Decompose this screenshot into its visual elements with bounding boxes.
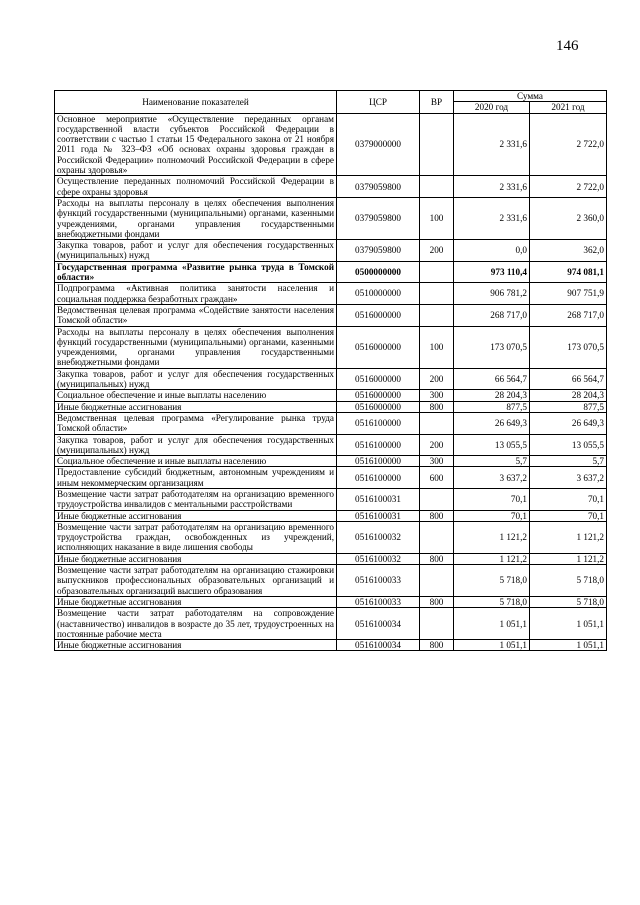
row-vr-cell: 200 [420, 368, 454, 390]
row-amount-2021-cell: 907 751,9 [530, 283, 607, 305]
row-amount-2021-cell: 26 649,3 [530, 412, 607, 434]
table-row [55, 467, 607, 489]
row-name-cell: Ведомственная целевая программа «Содействие занятости населения Томской области» [55, 304, 337, 326]
table-row [55, 240, 607, 262]
row-amount-2020-cell: 973 110,4 [454, 261, 530, 283]
table-row [55, 368, 607, 390]
row-name-cell: Социальное обеспечение и иные выплаты населению [55, 390, 337, 401]
row-csr-cell: 0516000000 [337, 326, 420, 368]
table-row [55, 553, 607, 564]
row-name-cell: Иные бюджетные ассигнования [55, 596, 337, 607]
row-amount-2021-cell: 13 055,5 [530, 434, 607, 456]
row-vr-cell: 100 [420, 326, 454, 368]
row-name-cell: Иные бюджетные ассигнования [55, 510, 337, 521]
column-header-name: Наименование показателей [55, 91, 337, 114]
row-amount-2021-cell: 5,7 [530, 456, 607, 467]
row-vr-cell: 800 [420, 401, 454, 412]
row-amount-2020-cell: 1 051,1 [454, 640, 530, 651]
row-amount-2020-cell: 1 121,2 [454, 521, 530, 553]
row-name-cell: Возмещение части затрат работодателям на сопровождение (наставничество) инвалидов в возрасте до 35 лет, трудоустроенных на постоянные рабочие места [55, 608, 337, 640]
row-vr-cell: 200 [420, 434, 454, 456]
row-amount-2020-cell: 1 051,1 [454, 608, 530, 640]
row-vr-cell [420, 565, 454, 597]
row-name-cell: Закупка товаров, работ и услуг для обеспечения государственных (муниципальных) нужд [55, 368, 337, 390]
row-amount-2020-cell: 173 070,5 [454, 326, 530, 368]
row-name-cell: Иные бюджетные ассигнования [55, 401, 337, 412]
table-row [55, 640, 607, 651]
row-csr-cell: 0516100032 [337, 521, 420, 553]
row-csr-cell: 0516000000 [337, 390, 420, 401]
table-row [55, 113, 607, 176]
row-amount-2020-cell: 70,1 [454, 488, 530, 510]
row-vr-cell [420, 176, 454, 198]
table-header-row [55, 91, 607, 102]
row-name-cell: Расходы на выплаты персоналу в целях обеспечения выполнения функций государственными (муниципальными) органами, казенными учреждениями, органами управления государственными внебюджетными фондами [55, 326, 337, 368]
row-amount-2020-cell: 3 637,2 [454, 467, 530, 489]
column-header-year-2020: 2020 год [454, 102, 530, 113]
row-amount-2021-cell: 1 051,1 [530, 608, 607, 640]
row-name-cell: Расходы на выплаты персоналу в целях обеспечения выполнения функций государственными (муниципальными) органами, казенными учреждениями, органами управления государственными внебюджетными фондами [55, 197, 337, 239]
row-csr-cell: 0516000000 [337, 304, 420, 326]
table-row [55, 176, 607, 198]
budget-table [54, 90, 607, 651]
row-csr-cell: 0379059800 [337, 197, 420, 239]
row-name-cell: Предоставление субсидий бюджетным, автономным учреждениям и иным некоммерческим организациям [55, 467, 337, 489]
row-csr-cell: 0516100031 [337, 510, 420, 521]
row-csr-cell: 0500000000 [337, 261, 420, 283]
row-amount-2021-cell: 1 121,2 [530, 521, 607, 553]
table-row [55, 401, 607, 412]
table-row [55, 412, 607, 434]
row-name-cell: Иные бюджетные ассигнования [55, 553, 337, 564]
row-amount-2021-cell: 2 360,0 [530, 197, 607, 239]
row-amount-2021-cell: 2 722,0 [530, 113, 607, 176]
row-amount-2021-cell: 66 564,7 [530, 368, 607, 390]
row-csr-cell: 0516100032 [337, 553, 420, 564]
row-vr-cell: 200 [420, 240, 454, 262]
row-vr-cell [420, 608, 454, 640]
row-csr-cell: 0516100000 [337, 434, 420, 456]
row-amount-2021-cell: 1 121,2 [530, 553, 607, 564]
row-vr-cell: 100 [420, 197, 454, 239]
table-row [55, 456, 607, 467]
row-vr-cell: 300 [420, 456, 454, 467]
row-vr-cell [420, 521, 454, 553]
row-amount-2020-cell: 2 331,6 [454, 176, 530, 198]
row-name-cell: Основное мероприятие «Осуществление переданных органам государственной власти субъектов Российской Федерации в соответствии с частью 1 статьи 15 Федерального закона от 21 ноября 2011 года № 323–ФЗ «Об основах охраны здоровья граждан в Российской Федерации» полномочий Российской Федерации в сфере охраны здоровья» [55, 113, 337, 176]
row-amount-2020-cell: 5 718,0 [454, 565, 530, 597]
table-row [55, 565, 607, 597]
row-amount-2021-cell: 70,1 [530, 488, 607, 510]
page-number: 146 [556, 38, 579, 54]
row-amount-2021-cell: 362,0 [530, 240, 607, 262]
row-name-cell: Социальное обеспечение и иные выплаты населению [55, 456, 337, 467]
row-amount-2021-cell: 5 718,0 [530, 565, 607, 597]
row-amount-2021-cell: 974 081,1 [530, 261, 607, 283]
row-csr-cell: 0516000000 [337, 401, 420, 412]
row-vr-cell [420, 304, 454, 326]
row-amount-2021-cell: 70,1 [530, 510, 607, 521]
row-amount-2020-cell: 13 055,5 [454, 434, 530, 456]
row-vr-cell: 800 [420, 510, 454, 521]
row-csr-cell: 0516100000 [337, 412, 420, 434]
column-header-sum: Сумма [454, 91, 607, 102]
row-csr-cell: 0516100000 [337, 467, 420, 489]
row-amount-2020-cell: 66 564,7 [454, 368, 530, 390]
row-csr-cell: 0516100000 [337, 456, 420, 467]
row-amount-2020-cell: 5,7 [454, 456, 530, 467]
row-amount-2021-cell: 877,5 [530, 401, 607, 412]
table-body [55, 113, 607, 651]
row-name-cell: Государственная программа «Развитие рынка труда в Томской области» [55, 261, 337, 283]
row-csr-cell: 0516100033 [337, 596, 420, 607]
row-amount-2021-cell: 1 051,1 [530, 640, 607, 651]
row-vr-cell [420, 261, 454, 283]
table-row [55, 283, 607, 305]
row-name-cell: Возмещение части затрат работодателям на организацию временного трудоустройства граждан, освобожденных из учреждений, исполняющих наказание в виде лишения свободы [55, 521, 337, 553]
row-amount-2020-cell: 70,1 [454, 510, 530, 521]
row-csr-cell: 0510000000 [337, 283, 420, 305]
table-row [55, 326, 607, 368]
row-vr-cell [420, 412, 454, 434]
table-row [55, 608, 607, 640]
row-amount-2020-cell: 877,5 [454, 401, 530, 412]
table-row [55, 488, 607, 510]
row-name-cell: Подпрограмма «Активная политика занятости населения и социальная поддержка безработных граждан» [55, 283, 337, 305]
row-amount-2020-cell: 906 781,2 [454, 283, 530, 305]
row-amount-2021-cell: 5 718,0 [530, 596, 607, 607]
row-amount-2021-cell: 268 717,0 [530, 304, 607, 326]
table-row [55, 434, 607, 456]
column-header-vr: ВР [420, 91, 454, 114]
table-row [55, 510, 607, 521]
table-row [55, 197, 607, 239]
table-row [55, 596, 607, 607]
row-csr-cell: 0516000000 [337, 368, 420, 390]
row-csr-cell: 0516100031 [337, 488, 420, 510]
row-csr-cell: 0379000000 [337, 113, 420, 176]
row-amount-2020-cell: 0,0 [454, 240, 530, 262]
row-name-cell: Осуществление переданных полномочий Российской Федерации в сфере охраны здоровья [55, 176, 337, 198]
row-amount-2020-cell: 28 204,3 [454, 390, 530, 401]
row-amount-2020-cell: 1 121,2 [454, 553, 530, 564]
table-row [55, 261, 607, 283]
table-row [55, 304, 607, 326]
row-csr-cell: 0516100033 [337, 565, 420, 597]
row-vr-cell: 800 [420, 596, 454, 607]
row-name-cell: Возмещение части затрат работодателям на организацию стажировки выпускников профессиональных образовательных организаций и образовательных организаций высшего образования [55, 565, 337, 597]
row-amount-2021-cell: 28 204,3 [530, 390, 607, 401]
row-vr-cell: 800 [420, 553, 454, 564]
row-vr-cell: 300 [420, 390, 454, 401]
row-amount-2021-cell: 173 070,5 [530, 326, 607, 368]
row-name-cell: Закупка товаров, работ и услуг для обеспечения государственных (муниципальных) нужд [55, 434, 337, 456]
row-csr-cell: 0379059800 [337, 240, 420, 262]
table-row [55, 521, 607, 553]
row-amount-2020-cell: 5 718,0 [454, 596, 530, 607]
row-vr-cell [420, 283, 454, 305]
column-header-csr: ЦСР [337, 91, 420, 114]
row-amount-2020-cell: 2 331,6 [454, 113, 530, 176]
row-amount-2020-cell: 2 331,6 [454, 197, 530, 239]
row-vr-cell [420, 488, 454, 510]
row-name-cell: Закупка товаров, работ и услуг для обеспечения государственных (муниципальных) нужд [55, 240, 337, 262]
row-csr-cell: 0379059800 [337, 176, 420, 198]
row-name-cell: Иные бюджетные ассигнования [55, 640, 337, 651]
row-name-cell: Возмещение части затрат работодателям на организацию временного трудоустройства инвалидов с ментальными расстройствами [55, 488, 337, 510]
row-vr-cell: 600 [420, 467, 454, 489]
row-csr-cell: 0516100034 [337, 640, 420, 651]
row-vr-cell [420, 113, 454, 176]
row-amount-2020-cell: 26 649,3 [454, 412, 530, 434]
column-header-year-2021: 2021 год [530, 102, 607, 113]
row-amount-2021-cell: 3 637,2 [530, 467, 607, 489]
row-amount-2020-cell: 268 717,0 [454, 304, 530, 326]
table-row [55, 390, 607, 401]
row-amount-2021-cell: 2 722,0 [530, 176, 607, 198]
row-vr-cell: 800 [420, 640, 454, 651]
row-name-cell: Ведомственная целевая программа «Регулирование рынка труда Томской области» [55, 412, 337, 434]
row-csr-cell: 0516100034 [337, 608, 420, 640]
